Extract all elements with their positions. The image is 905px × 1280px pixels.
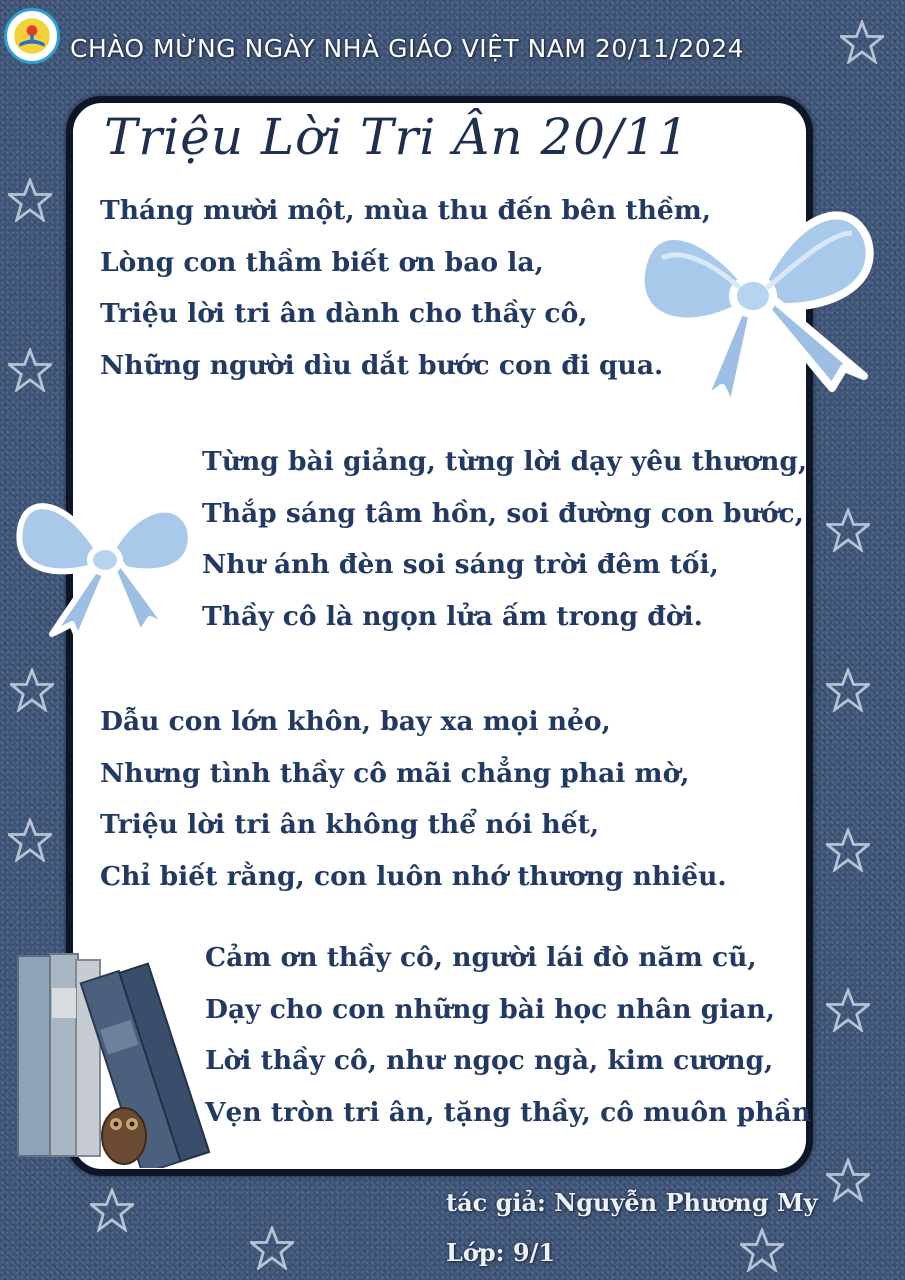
poem-line: Cảm ơn thầy cô, người lái đò năm cũ, [205, 942, 757, 973]
class-label: Lớp: 9/1 [446, 1238, 556, 1267]
stanza-4 [205, 932, 811, 1138]
poem-line: Triệu lời tri ân dành cho thầy cô, [100, 298, 588, 329]
star-icon [826, 508, 870, 552]
ribbon-bow-icon [12, 484, 197, 642]
stanza-1 [100, 185, 711, 391]
poem-line: Những người dìu dắt bước con đi qua. [100, 349, 664, 381]
author-credit: tác giả: Nguyễn Phương My [446, 1188, 818, 1217]
poem-line: Triệu lời tri ân không thể nói hết, [100, 809, 600, 840]
star-icon [250, 1226, 294, 1270]
star-icon [740, 1228, 784, 1272]
poem-line: Dạy cho con những bài học nhân gian, [205, 993, 775, 1025]
poem-line: Nhưng tình thầy cô mãi chẳng phai mờ, [100, 757, 690, 789]
star-icon [826, 668, 870, 712]
star-icon [10, 668, 54, 712]
star-icon [8, 348, 52, 392]
star-icon [840, 20, 884, 64]
stanza-2 [202, 436, 807, 642]
star-icon [8, 818, 52, 862]
ribbon-bow-icon [632, 188, 877, 418]
star-icon [90, 1188, 134, 1232]
poem-line: Thầy cô là ngọn lửa ấm trong đời. [202, 600, 703, 632]
stanza-3 [100, 696, 727, 902]
star-icon [826, 1158, 870, 1202]
books-illustration [14, 948, 219, 1168]
star-icon [826, 988, 870, 1032]
poem-line: Như ánh đèn soi sáng trời đêm tối, [202, 549, 719, 580]
poem-title: Triệu Lời Tri Ân 20/11 [104, 108, 690, 166]
poem-line: Thắp sáng tâm hồn, soi đường con bước, [202, 497, 804, 529]
poem-line: Từng bài giảng, từng lời dạy yêu thương, [202, 446, 808, 477]
poem-line: Chỉ biết rằng, con luôn nhớ thương nhiều. [100, 860, 727, 892]
poem-line: Lòng con thầm biết ơn bao la, [100, 246, 544, 278]
school-logo [4, 8, 60, 64]
poem-line: Tháng mười một, mùa thu đến bên thềm, [100, 195, 711, 226]
header-banner: CHÀO MỪNG NGÀY NHÀ GIÁO VIỆT NAM 20/11/2024 [70, 34, 745, 63]
poem-line: Lời thầy cô, như ngọc ngà, kim cương, [205, 1045, 774, 1076]
star-icon [826, 828, 870, 872]
poem-line: Dẫu con lớn khôn, bay xa mọi nẻo, [100, 706, 611, 737]
poem-line: Vẹn tròn tri ân, tặng thầy, cô muôn phần [205, 1096, 811, 1128]
star-icon [8, 178, 52, 222]
